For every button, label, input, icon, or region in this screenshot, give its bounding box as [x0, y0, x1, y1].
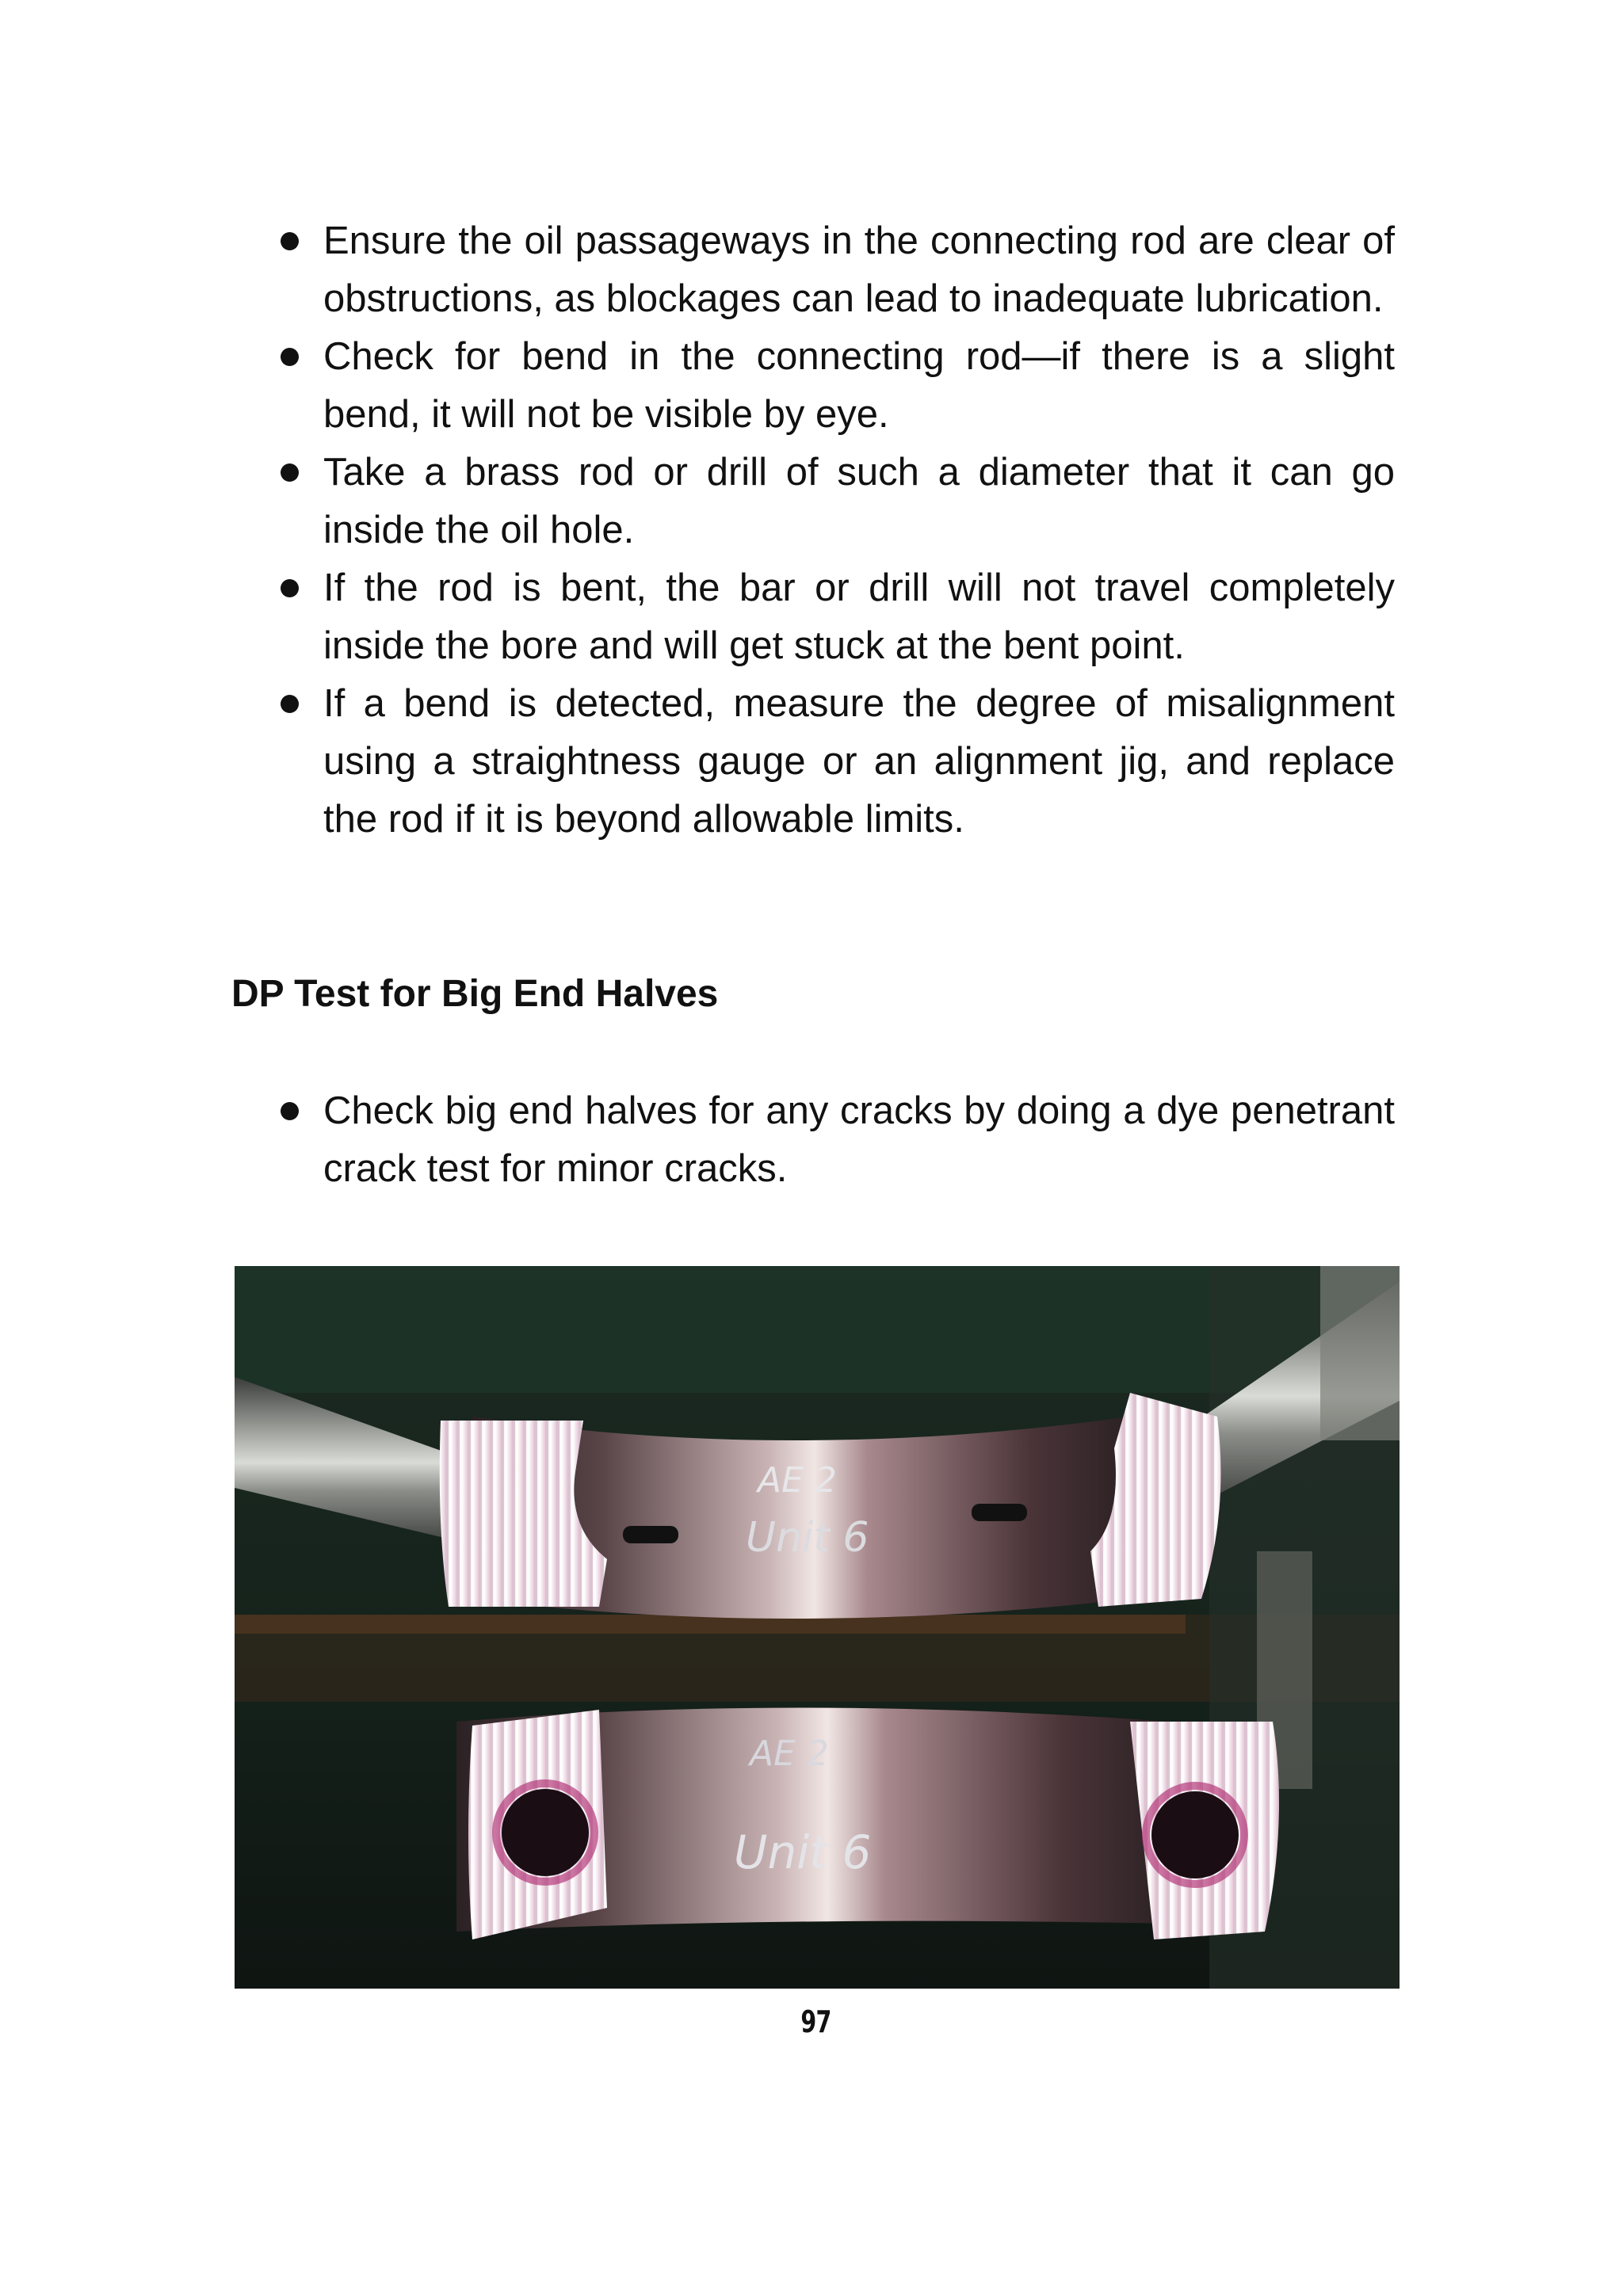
bullet-icon [281, 1102, 299, 1120]
upper-half-marking-line2: Unit 6 [746, 1514, 869, 1562]
big-end-halves-photo [235, 1266, 1400, 1989]
bullet-item [277, 444, 1395, 559]
bullet-text: If the rod is bent, the bar or drill will not travel completely inside the bore and will get stuck at the bent point. [323, 566, 1395, 667]
bullet-text: Check for bend in the connecting rod—if there is a slight bend, it will not be visible by eye. [323, 335, 1395, 436]
lower-half-marking-line2: Unit 6 [734, 1825, 872, 1879]
bullet-icon [281, 463, 299, 482]
bullet-text: Check big end halves for any cracks by doing a dye penetrant crack test for minor cracks. [323, 1089, 1395, 1190]
bullet-item [277, 559, 1395, 675]
bullet-text: If a bend is detected, measure the degree of misalignment using a straightness gauge or an alignment jig, and replace the rod if it is beyond allowable limits. [323, 682, 1395, 841]
bullet-icon [281, 348, 299, 366]
bullet-text: Ensure the oil passageways in the connecting rod are clear of obstructions, as blockages can lead to inadequate lubrication. [323, 219, 1395, 320]
section-heading: DP Test for Big End Halves [231, 973, 719, 1015]
bullet-item [277, 212, 1395, 328]
inspection-bullet-list [277, 212, 1395, 849]
bullet-item [277, 675, 1395, 849]
photo-illustration [235, 1266, 1400, 1989]
upper-half-marking-line1: AE 2 [758, 1460, 837, 1501]
bullet-icon [281, 695, 299, 713]
bullet-icon [281, 232, 299, 250]
bullet-text: Take a brass rod or drill of such a diameter that it can go inside the oil hole. [323, 451, 1395, 551]
bullet-item [277, 328, 1395, 444]
bullet-icon [281, 579, 299, 597]
bullet-item [277, 1082, 1395, 1198]
lower-half-marking-line1: AE 2 [750, 1733, 829, 1774]
page-number: 97 [800, 2004, 831, 2039]
dp-test-bullet-list [277, 1082, 1395, 1198]
